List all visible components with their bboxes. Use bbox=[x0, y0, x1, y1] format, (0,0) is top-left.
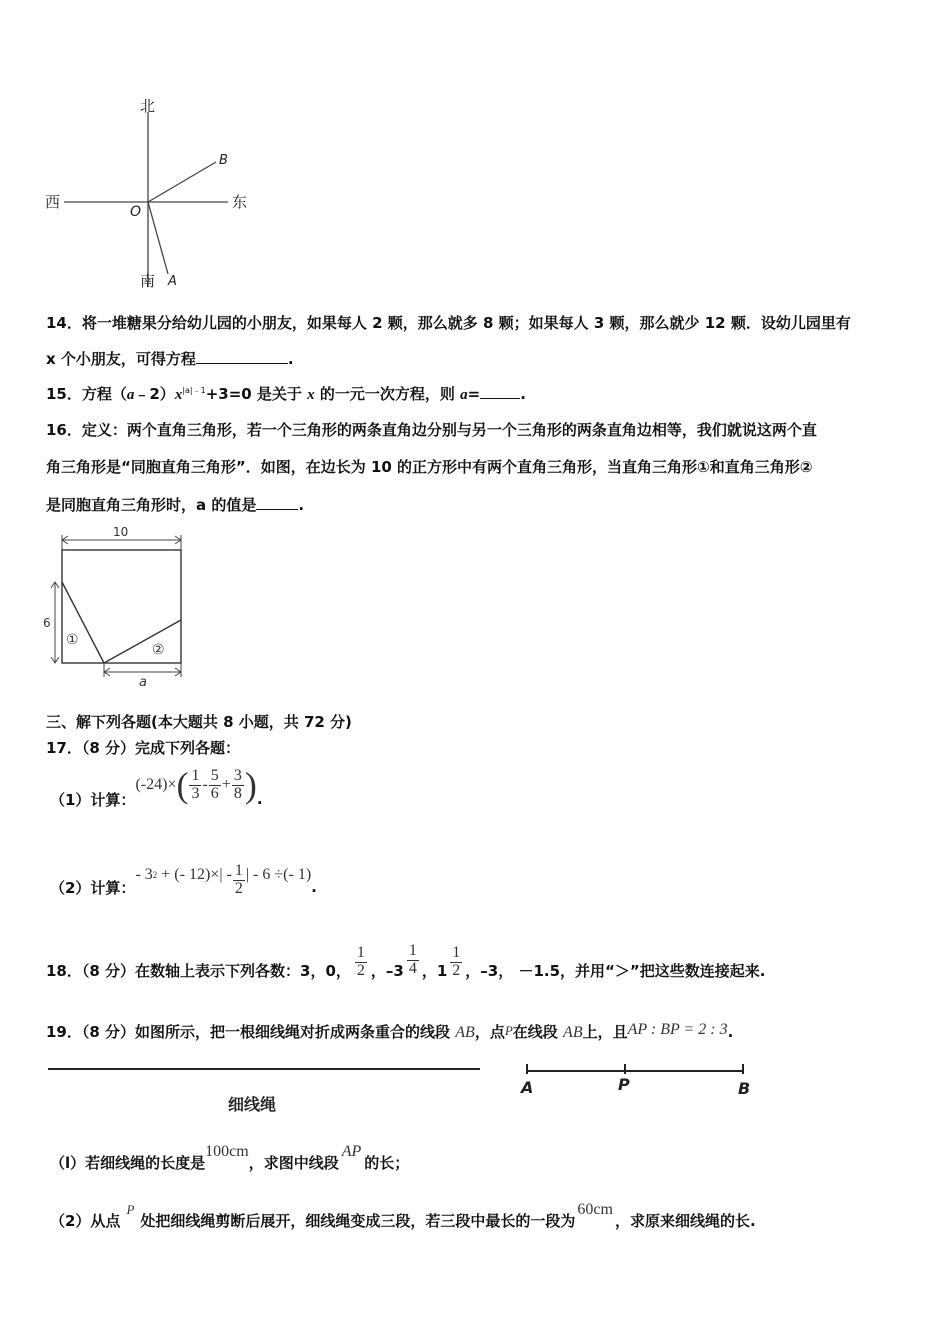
q18-tail: ，–3， －1.5，并用“＞”把这些数连接起来. bbox=[465, 961, 766, 980]
q18-frac2: $\frac{1}{4}$ bbox=[408, 941, 417, 977]
q17-p1-paren-close: ) bbox=[244, 765, 257, 805]
q19-p1-ap: AP bbox=[341, 1143, 362, 1160]
q16-line3-text: 是同胞直角三角形时，a 的值是 bbox=[46, 496, 257, 514]
q17-p2-sup: 2 bbox=[152, 870, 158, 880]
q18-sep1: ，–3 bbox=[370, 961, 404, 980]
triangle2-hypotenuse bbox=[104, 620, 181, 663]
q17-part1 bbox=[50, 765, 263, 814]
triangle2-label: ② bbox=[152, 642, 165, 658]
q18-sep2: ，1 bbox=[421, 961, 448, 980]
q16-line2: 角三角形是“同胞直角三角形”．如图，在边长为 10 的正方形中有两个直角三角形，当直角三角形①和直角三角形② bbox=[46, 458, 813, 476]
q18-frac3: $\frac{1}{2}$ bbox=[452, 943, 461, 979]
square-figure bbox=[40, 520, 200, 690]
section3-title: 三、解下列各题(本大题共 8 小题，共 72 分) bbox=[46, 713, 352, 731]
q19-line bbox=[46, 1021, 733, 1042]
q19-p1-b: ，求图中线段 bbox=[248, 1154, 339, 1172]
q17-p1-op2: + bbox=[221, 776, 231, 793]
q19-p2-c: ，求原来细线绳的长. bbox=[614, 1212, 756, 1230]
q19-p1-a: （l）若细线绳的长度是 bbox=[50, 1154, 206, 1172]
q19-p2-b: 处把细线绳剪断后展开，细线绳变成三段，若三段中最长的一段为 bbox=[140, 1212, 576, 1230]
q19-p2-length: 60cm bbox=[577, 1201, 613, 1218]
triangle1-hypotenuse bbox=[62, 582, 104, 663]
label-west: 西 bbox=[45, 193, 61, 211]
label-point-b: B bbox=[219, 153, 228, 168]
q18-prefix: 18．（8 分）在数轴上表示下列各数：3，0， bbox=[46, 961, 351, 980]
q19-p2-a: （2）从点 bbox=[50, 1212, 121, 1230]
compass-diagram bbox=[40, 92, 260, 292]
q15-var-a: a bbox=[126, 387, 135, 403]
q16-line3 bbox=[46, 494, 304, 515]
q17-p2-frac: $\frac{1}{2}$ bbox=[234, 861, 243, 897]
q17-p2-mid: + (- 12)×| - bbox=[157, 866, 232, 883]
q15-answer-blank[interactable] bbox=[480, 398, 520, 399]
q16-line1: 16．定义：两个直角三角形，若一个三角形的两条直角边分别与另一个三角形的两条直角边相等，我们就说这两个直 bbox=[46, 421, 817, 439]
rope-line bbox=[48, 1068, 480, 1070]
q15-var-x: x bbox=[174, 387, 183, 403]
label-east: 东 bbox=[232, 193, 248, 211]
q19-part1 bbox=[50, 1143, 410, 1173]
q19-mid2: 在线段 bbox=[512, 1023, 558, 1041]
q14-line2 bbox=[46, 348, 294, 369]
q19-p1-c: 的长； bbox=[364, 1154, 410, 1172]
label-origin: O bbox=[130, 204, 142, 220]
q17-part2-expression bbox=[135, 858, 312, 897]
q17-p2-dot: . bbox=[311, 878, 317, 896]
segment-label-p: P bbox=[618, 1075, 630, 1094]
ray-ob bbox=[148, 162, 216, 202]
q17-part2 bbox=[50, 852, 317, 898]
segment-ab-figure bbox=[515, 1058, 765, 1106]
q17-p1-paren-open: ( bbox=[176, 765, 189, 805]
q15-minus2: ﹣2） bbox=[134, 385, 175, 403]
dim-left-label: 6 bbox=[43, 616, 51, 630]
q15-mid: +3=0 是关于 bbox=[205, 385, 302, 403]
q15-end: . bbox=[520, 385, 526, 403]
q19-mid: ，点 bbox=[474, 1023, 505, 1041]
q14-end: . bbox=[287, 350, 294, 368]
q15-mid2: 的一元一次方程，则 bbox=[319, 385, 455, 403]
q19-mid3: 上，且 bbox=[582, 1023, 628, 1041]
ray-oa bbox=[148, 202, 168, 274]
q19-part2 bbox=[50, 1201, 756, 1231]
q16-end: . bbox=[298, 496, 305, 514]
q17-p2-lead: - 3 bbox=[135, 866, 153, 883]
q14-line2-text: x 个小朋友，可得方程 bbox=[46, 350, 196, 368]
q17-p1-dot: . bbox=[256, 790, 263, 808]
q19-ab: AB bbox=[455, 1024, 475, 1041]
dim-top-label: 10 bbox=[113, 525, 129, 539]
q17-p1-frac2: $\frac{5}{6}$ bbox=[210, 766, 219, 802]
q15-var-x2: x bbox=[307, 387, 315, 403]
triangle1-label: ① bbox=[66, 632, 79, 648]
q14-answer-blank[interactable] bbox=[196, 363, 288, 364]
label-south: 南 bbox=[140, 272, 156, 290]
q19-p: P bbox=[504, 1023, 513, 1038]
q15-exponent: |a|﹣1 bbox=[182, 386, 206, 395]
q17-part1-label: （1）计算： bbox=[50, 790, 136, 809]
segment-label-b: B bbox=[738, 1079, 751, 1098]
q15-line bbox=[46, 383, 526, 404]
q19-prefix: 19．（8 分）如图所示，把一根细线绳对折成两条重合的线段 bbox=[46, 1023, 451, 1041]
label-north: 北 bbox=[140, 97, 156, 115]
segment-label-a: A bbox=[521, 1078, 534, 1097]
q15-prefix: 15．方程（ bbox=[46, 385, 127, 403]
q17-p2-tail: | - 6 ÷(- 1) bbox=[245, 866, 312, 883]
q15-var-a2: a bbox=[460, 387, 468, 403]
q17-part1-expression bbox=[135, 767, 256, 803]
q17-p1-frac1: $\frac{1}{3}$ bbox=[191, 766, 200, 802]
dim-bottom-label: a bbox=[139, 675, 147, 690]
q19-p1-length: 100cm bbox=[205, 1143, 249, 1160]
q17-p1-frac3: $\frac{3}{8}$ bbox=[233, 766, 242, 802]
q19-end: . bbox=[727, 1023, 734, 1041]
q17-part2-label: （2）计算： bbox=[50, 878, 136, 897]
q19-p2-p: P bbox=[126, 1202, 135, 1217]
q17-p1-lead: (-24)× bbox=[135, 776, 177, 793]
q19-ab2: AB bbox=[563, 1024, 583, 1041]
q17-title: 17．（8 分）完成下列各题： bbox=[46, 739, 241, 757]
q16-answer-blank[interactable] bbox=[256, 509, 298, 510]
label-point-a: A bbox=[168, 274, 177, 289]
q17-p1-op1: - bbox=[202, 776, 208, 793]
q19-ratio: AP : BP = 2 : 3 bbox=[627, 1021, 728, 1038]
q15-eq: = bbox=[467, 385, 481, 403]
q18-frac1: $\frac{1}{2}$ bbox=[356, 943, 365, 979]
q14-line1: 14．将一堆糖果分给幼儿园的小朋友，如果每人 2 颗，那么就多 8 颗；如果每人 3 颗，那么就少 12 颗．设幼儿园里有 bbox=[46, 314, 851, 332]
rope-label: 细线绳 bbox=[228, 1095, 277, 1114]
q18-line bbox=[46, 940, 765, 984]
